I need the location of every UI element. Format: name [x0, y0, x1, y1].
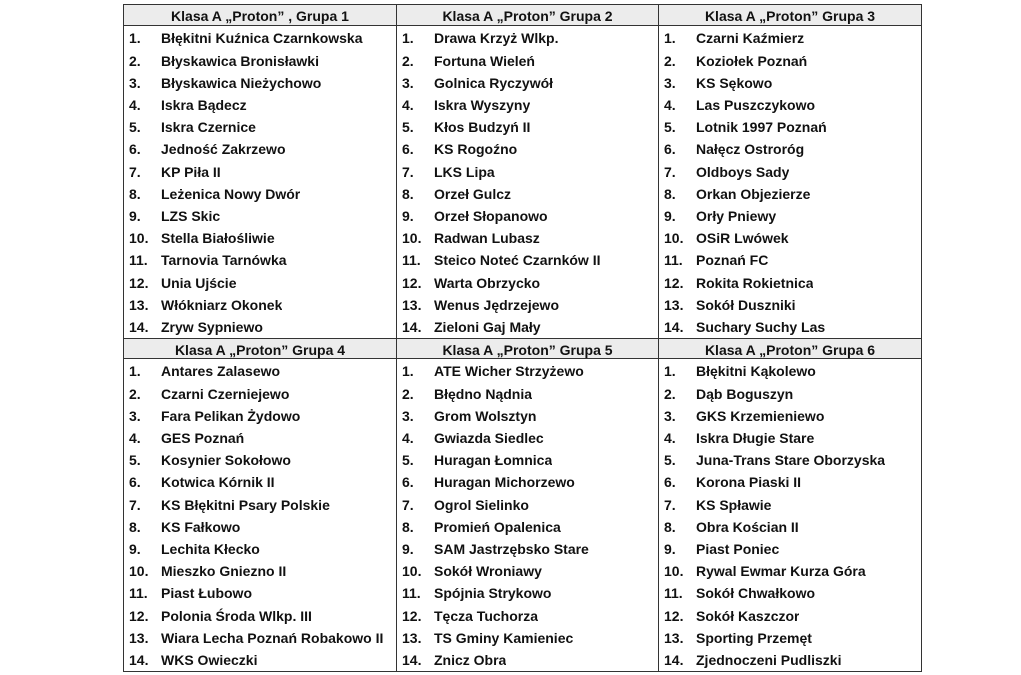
- team-number: 7.: [402, 163, 414, 180]
- team-number: 14.: [129, 318, 149, 335]
- team-row: [397, 50, 658, 72]
- team-number: 3.: [129, 407, 141, 424]
- team-number: 7.: [129, 163, 141, 180]
- team-number: 11.: [664, 585, 683, 602]
- team-number: 14.: [402, 651, 422, 668]
- team-row: [124, 360, 396, 382]
- team-number: 4.: [402, 97, 414, 114]
- group-2-title: Klasa A „Proton” Grupa 2: [397, 5, 658, 26]
- team-row: [397, 183, 658, 205]
- team-row: [659, 205, 921, 227]
- team-name: Sokół Chwałkowo: [696, 585, 816, 602]
- team-name: Sokół Kaszczor: [696, 607, 800, 624]
- team-name: Stella Białośliwie: [161, 230, 275, 247]
- team-number: 6.: [664, 474, 676, 491]
- team-name: Mieszko Gniezno II: [161, 563, 287, 580]
- team-number: 10.: [402, 230, 422, 247]
- team-name: Las Puszczykowo: [696, 97, 816, 114]
- team-name: Czarni Czerniejewo: [161, 385, 290, 402]
- team-number: 14.: [664, 318, 684, 335]
- team-row: [124, 183, 396, 205]
- team-number: 2.: [664, 385, 676, 402]
- team-number: 2.: [129, 385, 141, 402]
- team-name: Wenus Jędrzejewo: [434, 296, 560, 313]
- team-number: 4.: [129, 430, 141, 447]
- team-number: 9.: [402, 540, 414, 557]
- team-number: 10.: [664, 563, 684, 580]
- team-number: 12.: [129, 274, 149, 291]
- team-name: Oldboys Sady: [696, 163, 790, 180]
- group-1-cell: [124, 5, 397, 339]
- team-name: Wiara Lecha Poznań Robakowo II: [161, 629, 384, 646]
- team-name: GKS Krzemieniewo: [696, 407, 825, 424]
- team-number: 9.: [129, 540, 141, 557]
- team-row: [659, 249, 921, 271]
- team-number: 11.: [402, 585, 421, 602]
- team-row: [124, 138, 396, 160]
- team-name: Orzeł Słopanowo: [434, 207, 548, 224]
- team-row: [397, 604, 658, 626]
- team-row: [124, 249, 396, 271]
- team-name: Kosynier Sokołowo: [161, 452, 291, 469]
- team-number: 10.: [402, 563, 422, 580]
- team-name: KP Piła II: [161, 163, 221, 180]
- team-name: OSiR Lwówek: [696, 230, 789, 247]
- team-name: Piast Łubowo: [161, 585, 252, 602]
- team-row: [659, 360, 921, 382]
- team-number: 13.: [664, 629, 684, 646]
- team-number: 1.: [129, 363, 141, 380]
- team-row: [124, 604, 396, 626]
- team-name: KS Błękitni Psary Polskie: [161, 496, 330, 513]
- team-row: [124, 227, 396, 249]
- team-row: [659, 538, 921, 560]
- team-row: [397, 471, 658, 493]
- team-row: [659, 138, 921, 160]
- team-number: 3.: [402, 407, 414, 424]
- team-number: 4.: [664, 430, 676, 447]
- team-number: 4.: [129, 97, 141, 114]
- group-6-title: Klasa A „Proton” Grupa 6: [659, 339, 921, 359]
- team-row: [124, 50, 396, 72]
- team-number: 12.: [664, 607, 684, 624]
- team-row: [659, 560, 921, 582]
- team-name: Unia Ujście: [161, 274, 237, 291]
- team-number: 1.: [664, 363, 676, 380]
- team-number: 7.: [664, 163, 676, 180]
- team-number: 11.: [664, 252, 683, 269]
- team-row: [659, 316, 921, 338]
- team-number: 5.: [664, 452, 676, 469]
- team-row: [124, 294, 396, 316]
- team-name: Rywal Ewmar Kurza Góra: [696, 563, 866, 580]
- league-groups-table: [123, 4, 922, 672]
- team-number: 3.: [129, 74, 141, 91]
- team-row: [659, 582, 921, 604]
- team-number: 13.: [402, 629, 422, 646]
- team-number: 5.: [402, 452, 414, 469]
- team-number: 8.: [402, 518, 414, 535]
- team-number: 1.: [129, 30, 141, 47]
- team-name: Spójnia Strykowo: [434, 585, 552, 602]
- team-row: [397, 516, 658, 538]
- team-number: 2.: [129, 52, 141, 69]
- team-number: 5.: [129, 119, 141, 136]
- group-3-title: Klasa A „Proton” Grupa 3: [659, 5, 921, 26]
- team-row: [397, 227, 658, 249]
- team-number: 7.: [664, 496, 676, 513]
- team-name: ATE Wicher Strzyżewo: [434, 363, 584, 380]
- team-name: Sokół Wroniawy: [434, 563, 542, 580]
- team-row: [659, 161, 921, 183]
- team-number: 9.: [664, 540, 676, 557]
- team-name: Suchary Suchy Las: [696, 318, 826, 335]
- group-5-title: Klasa A „Proton” Grupa 5: [397, 339, 658, 359]
- team-row: [397, 205, 658, 227]
- team-number: 5.: [129, 452, 141, 469]
- team-row: [397, 627, 658, 649]
- team-number: 10.: [129, 563, 149, 580]
- team-number: 13.: [129, 629, 149, 646]
- team-number: 6.: [129, 141, 141, 158]
- team-row: [397, 249, 658, 271]
- team-name: Orkan Objezierze: [696, 185, 811, 202]
- team-name: SAM Jastrzębsko Stare: [434, 540, 589, 557]
- team-name: Błyskawica Nieżychowo: [161, 74, 322, 91]
- team-name: Błękitni Kąkolewo: [696, 363, 816, 380]
- group-4-title: Klasa A „Proton” Grupa 4: [124, 339, 396, 359]
- team-name: Leżenica Nowy Dwór: [161, 185, 301, 202]
- team-row: [659, 94, 921, 116]
- team-name: Tarnovia Tarnówka: [161, 252, 287, 269]
- team-number: 2.: [402, 52, 414, 69]
- team-name: Antares Zalasewo: [161, 363, 281, 380]
- team-row: [124, 471, 396, 493]
- team-row: [659, 72, 921, 94]
- team-name: Huragan Michorzewo: [434, 474, 575, 491]
- team-row: [124, 627, 396, 649]
- team-name: Piast Poniec: [696, 540, 780, 557]
- team-row: [124, 271, 396, 293]
- team-row: [124, 582, 396, 604]
- team-number: 14.: [664, 651, 684, 668]
- team-number: 9.: [402, 207, 414, 224]
- team-row: [659, 294, 921, 316]
- team-row: [659, 516, 921, 538]
- team-row: [659, 271, 921, 293]
- team-row: [397, 271, 658, 293]
- team-name: Iskra Czernice: [161, 119, 256, 136]
- team-number: 11.: [129, 585, 148, 602]
- team-name: Poznań FC: [696, 252, 769, 269]
- team-name: TS Gminy Kamieniec: [434, 629, 574, 646]
- team-name: Orzeł Gulcz: [434, 185, 512, 202]
- team-number: 13.: [664, 296, 684, 313]
- team-name: GES Poznań: [161, 430, 245, 447]
- team-number: 7.: [402, 496, 414, 513]
- team-row: [397, 360, 658, 382]
- team-row: [397, 383, 658, 405]
- team-name: Koziołek Poznań: [696, 52, 808, 69]
- team-row: [124, 161, 396, 183]
- team-row: [659, 627, 921, 649]
- team-name: Korona Piaski II: [696, 474, 802, 491]
- team-row: [397, 161, 658, 183]
- team-row: [397, 649, 658, 671]
- team-row: [397, 449, 658, 471]
- team-row: [659, 116, 921, 138]
- team-name: Lotnik 1997 Poznań: [696, 119, 827, 136]
- team-name: WKS Owieczki: [161, 651, 258, 668]
- team-number: 10.: [129, 230, 149, 247]
- team-name: Fara Pelikan Żydowo: [161, 407, 301, 424]
- team-row: [659, 471, 921, 493]
- team-row: [124, 494, 396, 516]
- team-number: 14.: [129, 651, 149, 668]
- team-row: [659, 227, 921, 249]
- team-row: [659, 649, 921, 671]
- team-row: [659, 383, 921, 405]
- team-number: 9.: [129, 207, 141, 224]
- group-5-cell: [397, 339, 659, 671]
- team-name: Jedność Zakrzewo: [161, 141, 286, 158]
- team-name: Gwiazda Siedlec: [434, 430, 544, 447]
- group-1-title: Klasa A „Proton” , Grupa 1: [124, 5, 396, 26]
- team-number: 8.: [129, 185, 141, 202]
- team-number: 2.: [664, 52, 676, 69]
- team-row: [124, 449, 396, 471]
- team-row: [659, 50, 921, 72]
- team-number: 1.: [664, 30, 676, 47]
- team-row: [124, 72, 396, 94]
- team-name: LKS Lipa: [434, 163, 495, 180]
- team-row: [659, 27, 921, 49]
- team-row: [124, 94, 396, 116]
- team-name: Dąb Boguszyn: [696, 385, 794, 402]
- team-number: 1.: [402, 30, 414, 47]
- team-name: KS Sękowo: [696, 74, 773, 91]
- team-name: Ogrol Sielinko: [434, 496, 529, 513]
- team-name: KS Rogoźno: [434, 141, 518, 158]
- team-number: 6.: [402, 474, 414, 491]
- team-number: 12.: [129, 607, 149, 624]
- team-row: [124, 516, 396, 538]
- group-3-team-list: [659, 26, 921, 338]
- team-number: 8.: [402, 185, 414, 202]
- team-number: 4.: [402, 430, 414, 447]
- team-name: Fortuna Wieleń: [434, 52, 535, 69]
- team-name: Promień Opalenica: [434, 518, 561, 535]
- team-row: [124, 427, 396, 449]
- team-name: Drawa Krzyż Wlkp.: [434, 30, 559, 47]
- team-name: Kłos Budzyń II: [434, 119, 531, 136]
- team-name: Błędno Nądnia: [434, 385, 533, 402]
- team-row: [397, 560, 658, 582]
- team-name: Juna-Trans Stare Oborzyska: [696, 452, 886, 469]
- team-row: [124, 649, 396, 671]
- team-row: [397, 427, 658, 449]
- team-number: 6.: [402, 141, 414, 158]
- group-2-team-list: [397, 26, 658, 338]
- team-name: Znicz Obra: [434, 651, 507, 668]
- team-name: Iskra Bądecz: [161, 97, 247, 114]
- team-name: Czarni Kaźmierz: [696, 30, 805, 47]
- team-name: Kotwica Kórnik II: [161, 474, 275, 491]
- team-row: [397, 582, 658, 604]
- team-number: 8.: [664, 518, 676, 535]
- team-name: Nałęcz Ostroróg: [696, 141, 805, 158]
- team-number: 6.: [664, 141, 676, 158]
- group-4-team-list: [124, 359, 396, 671]
- team-number: 3.: [402, 74, 414, 91]
- team-row: [397, 94, 658, 116]
- team-name: Błękitni Kuźnica Czarnkowska: [161, 30, 363, 47]
- team-row: [659, 449, 921, 471]
- team-name: KS Fałkowo: [161, 518, 241, 535]
- team-number: 11.: [129, 252, 148, 269]
- team-row: [124, 205, 396, 227]
- team-row: [397, 538, 658, 560]
- team-name: Sokół Duszniki: [696, 296, 796, 313]
- group-2-cell: [397, 5, 659, 339]
- team-row: [659, 494, 921, 516]
- team-name: Golnica Ryczywół: [434, 74, 554, 91]
- team-number: 5.: [402, 119, 414, 136]
- team-name: Obra Kościan II: [696, 518, 799, 535]
- team-number: 12.: [402, 607, 422, 624]
- team-row: [659, 405, 921, 427]
- team-number: 7.: [129, 496, 141, 513]
- team-number: 13.: [402, 296, 422, 313]
- team-number: 2.: [402, 385, 414, 402]
- team-name: Radwan Lubasz: [434, 230, 540, 247]
- team-number: 8.: [129, 518, 141, 535]
- team-name: Orły Pniewy: [696, 207, 777, 224]
- team-row: [397, 72, 658, 94]
- team-name: KS Spławie: [696, 496, 772, 513]
- group-1-team-list: [124, 26, 396, 338]
- team-number: 4.: [664, 97, 676, 114]
- team-row: [659, 183, 921, 205]
- team-row: [659, 427, 921, 449]
- team-row: [659, 604, 921, 626]
- team-number: 3.: [664, 74, 676, 91]
- team-number: 6.: [129, 474, 141, 491]
- team-number: 13.: [129, 296, 149, 313]
- team-name: Lechita Kłecko: [161, 540, 260, 557]
- team-row: [397, 116, 658, 138]
- team-number: 10.: [664, 230, 684, 247]
- team-name: LZS Skic: [161, 207, 221, 224]
- team-name: Zjednoczeni Pudliszki: [696, 651, 842, 668]
- team-row: [124, 405, 396, 427]
- team-row: [397, 494, 658, 516]
- team-row: [124, 560, 396, 582]
- team-row: [124, 27, 396, 49]
- team-number: 12.: [402, 274, 422, 291]
- team-number: 5.: [664, 119, 676, 136]
- team-number: 1.: [402, 363, 414, 380]
- team-number: 9.: [664, 207, 676, 224]
- team-row: [397, 27, 658, 49]
- team-row: [124, 316, 396, 338]
- team-name: Zryw Sypniewo: [161, 318, 263, 335]
- team-name: Rokita Rokietnica: [696, 274, 814, 291]
- team-row: [124, 383, 396, 405]
- team-row: [397, 316, 658, 338]
- group-3-cell: [659, 5, 921, 339]
- team-row: [397, 138, 658, 160]
- team-name: Błyskawica Bronisławki: [161, 52, 319, 69]
- team-row: [397, 405, 658, 427]
- team-name: Włókniarz Okonek: [161, 296, 283, 313]
- group-6-team-list: [659, 359, 921, 671]
- team-number: 8.: [664, 185, 676, 202]
- team-number: 12.: [664, 274, 684, 291]
- group-5-team-list: [397, 359, 658, 671]
- group-4-cell: [124, 339, 397, 671]
- team-row: [397, 294, 658, 316]
- team-row: [124, 116, 396, 138]
- team-name: Warta Obrzycko: [434, 274, 541, 291]
- team-name: Zieloni Gaj Mały: [434, 318, 541, 335]
- team-name: Iskra Długie Stare: [696, 430, 815, 447]
- team-name: Grom Wolsztyn: [434, 407, 537, 424]
- team-name: Iskra Wyszyny: [434, 97, 531, 114]
- group-6-cell: [659, 339, 921, 671]
- team-name: Steico Noteć Czarnków II: [434, 252, 601, 269]
- team-name: Huragan Łomnica: [434, 452, 553, 469]
- team-row: [124, 538, 396, 560]
- team-number: 11.: [402, 252, 421, 269]
- team-number: 14.: [402, 318, 422, 335]
- team-number: 3.: [664, 407, 676, 424]
- team-name: Sporting Przemęt: [696, 629, 812, 646]
- team-name: Polonia Środa Wlkp. III: [161, 607, 312, 624]
- team-name: Tęcza Tuchorza: [434, 607, 538, 624]
